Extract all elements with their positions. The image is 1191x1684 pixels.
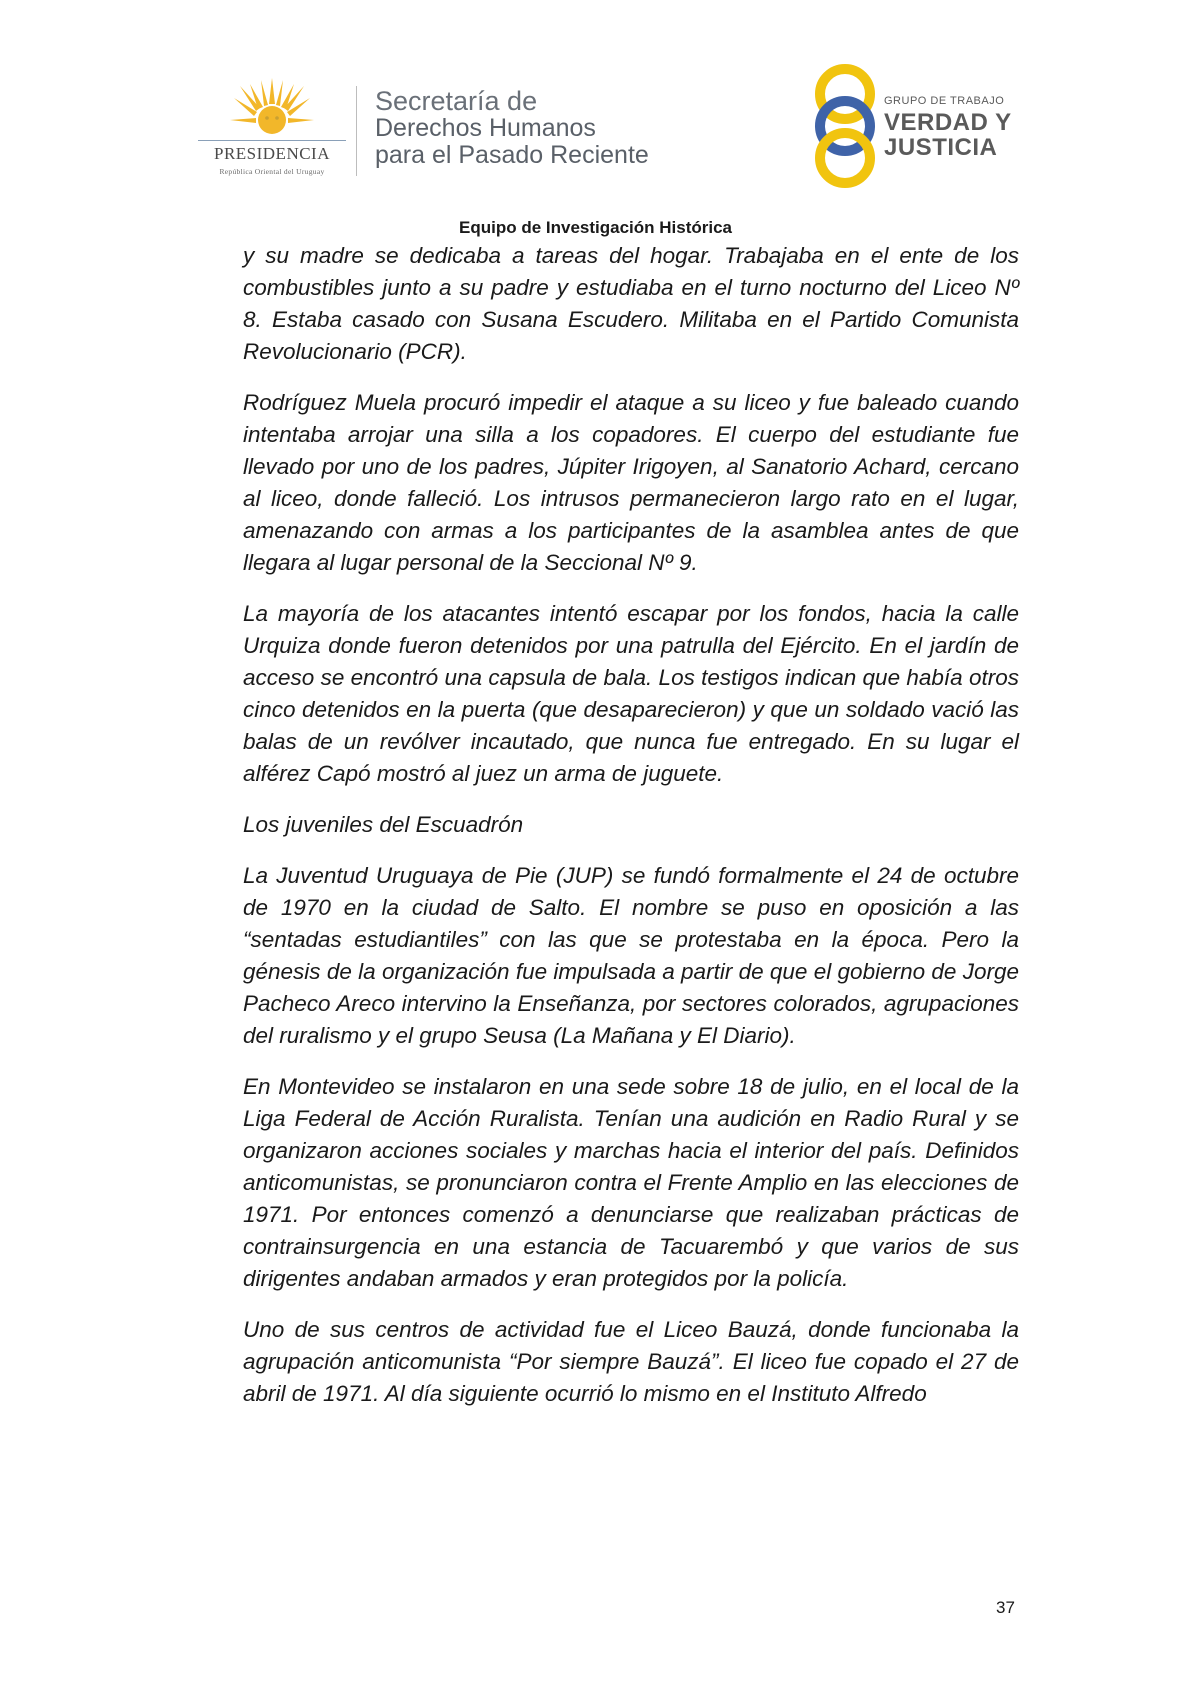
paragraph: En Montevideo se instalaron en una sede sobre 18 de julio, en el local de la Liga Federal de Acción Ruralista. Tenían una audición en Radio Rural y se organizaron acciones sociales y marchas hacia el interior del país. Definidos anticomunistas, se pronunciaron contra el Frente Amplio en las elecciones de 1971. Por entonces comenzó a denunciarse que realizaban prácticas de contrainsurgencia en una estancia de Tacuarembó y que varios de sus dirigentes andaban armados y eran protegidos por la policía. — [243, 1074, 1019, 1291]
presidencia-subtitle: República Oriental del Uruguay — [219, 167, 325, 176]
header-divider — [356, 86, 357, 176]
team-title: Equipo de Investigación Histórica — [459, 218, 732, 237]
secretaria-line-2: Derechos Humanos — [375, 114, 596, 142]
paragraph: Uno de sus centros de actividad fue el Liceo Bauzá, donde funcionaba la agrupación anticomunista “Por siempre Bauzá”. El liceo fue copado el 27 de abril de 1971. Al día siguiente ocurrió lo mismo en el Instituto Alfredo — [243, 1317, 1019, 1406]
gtvj-title — [884, 110, 1012, 160]
secretaria-line-3: para el Pasado Reciente — [375, 141, 649, 169]
rings-icon — [812, 62, 882, 192]
document-body — [243, 240, 1019, 1429]
paragraph: La Juventud Uruguaya de Pie (JUP) se fundó formalmente el 24 de octubre de 1970 en la ciudad de Salto. El nombre se puso en oposición a las “sentadas estudiantiles” con las que se protestaba en la época. Pero la génesis de la organización fue impulsada a partir de que el gobierno de Jorge Pacheco Areco intervino la Enseñanza, por sectores colorados, agrupaciones del ruralismo y el grupo Seusa (La Mañana y El Diario). — [243, 863, 1019, 1048]
section-heading: Los juveniles del Escuadrón — [243, 812, 524, 837]
verdad-justicia-logo — [812, 62, 1022, 192]
gtvj-line-1: VERDAD Y — [884, 109, 1012, 136]
gtvj-line-2: JUSTICIA — [884, 134, 998, 161]
gtvj-small-label: GRUPO DE TRABAJO — [884, 95, 1005, 107]
paragraph: y su madre se dedicaba a tareas del hogar. Trabajaba en el ente de los combustibles junto a su padre y estudiaba en el turno nocturno del Liceo Nº 8. Estaba casado con Susana Escudero. Militaba en el Partido Comunista Revolucionario (PCR). — [243, 243, 1019, 364]
presidencia-logo — [192, 78, 352, 178]
paragraph: Rodríguez Muela procuró impedir el ataque a su liceo y fue baleado cuando intentaba arrojar una silla a los copadores. El cuerpo del estudiante fue llevado por uno de los padres, Júpiter Irigoyen, al Sanatorio Achard, cercano al liceo, donde falleció. Los intrusos permanecieron largo rato en el lugar, amenazando con armas a los participantes de la asamblea antes de que llegara al lugar personal de la Seccional Nº 9. — [243, 390, 1019, 575]
presidencia-rule — [198, 140, 346, 141]
page-header — [0, 0, 1191, 237]
sun-icon — [230, 78, 314, 138]
secretaria-line-1: Secretaría de — [375, 86, 538, 116]
page-number: 37 — [996, 1598, 1015, 1617]
paragraph: La mayoría de los atacantes intentó escapar por los fondos, hacia la calle Urquiza donde fueron detenidos por una patrulla del Ejército. En el jardín de acceso se encontró una capsula de bala. Los testigos indican que había otros cinco detenidos en la puerta (que desaparecieron) y que un soldado vació las balas de un revólver incautado, que nunca fue entregado. En su lugar el alférez Capó mostró al juez un arma de juguete. — [243, 601, 1019, 786]
presidencia-name: PRESIDENCIA — [213, 144, 330, 163]
secretaria-title — [375, 88, 649, 169]
